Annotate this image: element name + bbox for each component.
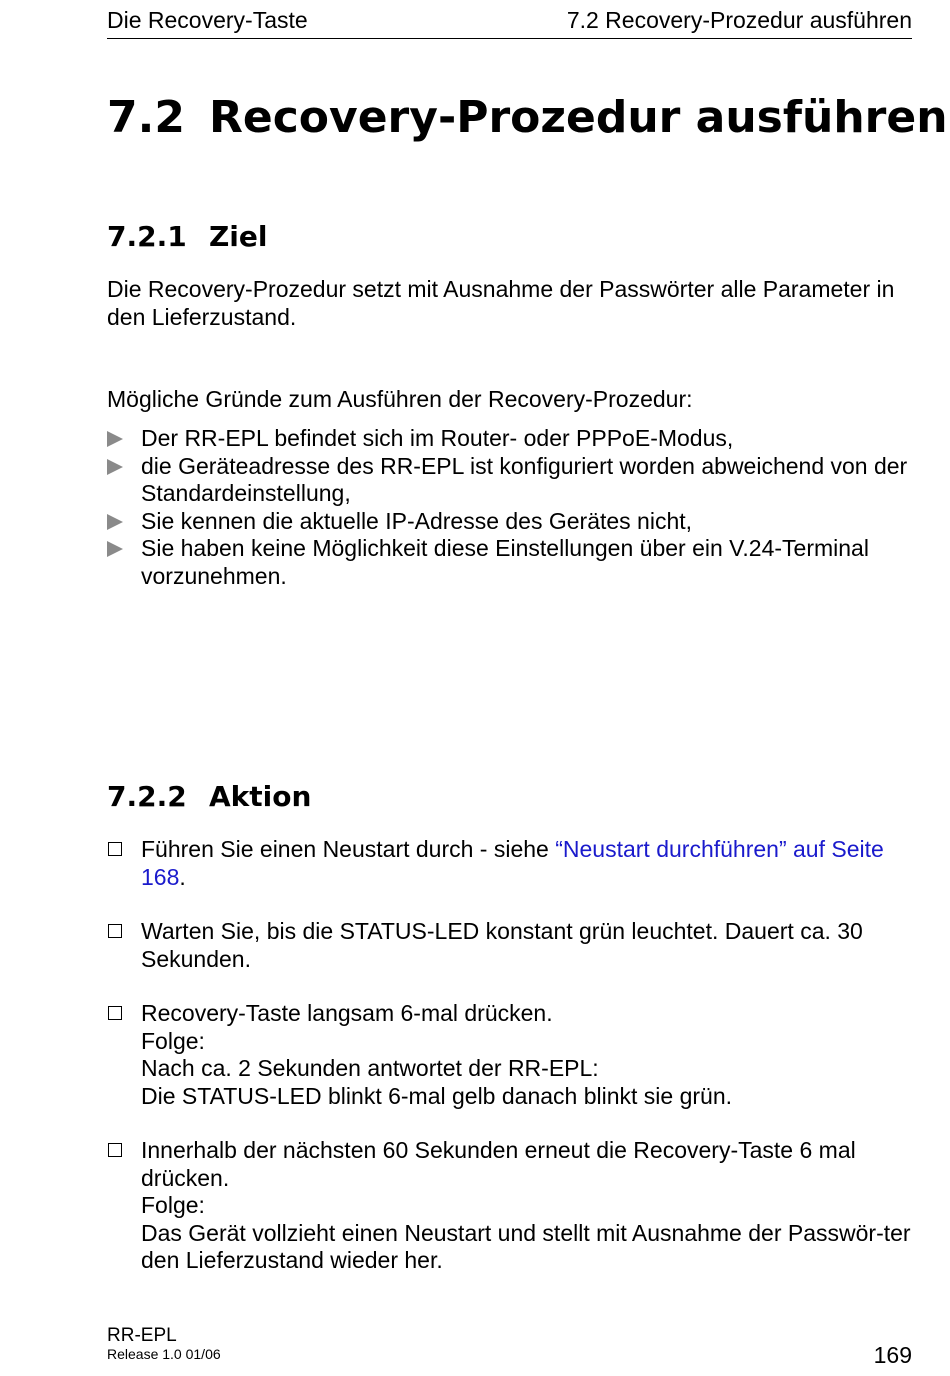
subsection-heading-aktion [107, 780, 311, 814]
page-number: 169 [873, 1342, 912, 1368]
reasons-list [107, 425, 917, 590]
step-text: Die STATUS-LED blinkt 6-mal gelb danach blinkt sie grün. [141, 1082, 733, 1109]
reasons-title: Mögliche Gründe zum Ausführen der Recovery-Prozedur: [107, 386, 693, 412]
footer-release: Release 1.0 01/06 [107, 1346, 221, 1362]
triangle-bullet-icon [107, 431, 123, 447]
action-step [107, 918, 917, 973]
section-title-text: Recovery-Prozedur ausführen [209, 92, 948, 143]
cross-reference-link[interactable]: “Neustart durchführen” auf Seite 168 [141, 836, 884, 890]
checkbox-square-icon [108, 842, 122, 856]
subsection-title: Aktion [209, 780, 312, 813]
step-text: Warten Sie, bis die STATUS-LED konstant grün leuchtet. Dauert ca. 30 Sekunden. [141, 918, 863, 972]
intro-paragraph: Die Recovery-Prozedur setzt mit Ausnahme der Passwörter alle Parameter in den Lieferzustand. [107, 276, 895, 330]
subsection-number: 7.2.1 [107, 220, 187, 253]
action-step [107, 1137, 917, 1275]
action-step [107, 836, 917, 891]
triangle-bullet-icon [107, 459, 123, 475]
step-text: . [179, 863, 186, 890]
list-item [107, 425, 917, 453]
step-text: Führen Sie einen Neustart durch - siehe [141, 836, 556, 862]
header-section: 7.2 Recovery-Prozedur ausführen [566, 7, 912, 33]
step-text: Folge: [141, 1192, 205, 1218]
section-title-number: 7.2 [107, 92, 185, 143]
step-text: Das Gerät vollzieht einen Neustart und stellt mit Ausnahme der Passwör-ter den Lieferzustand wieder her. [141, 1219, 911, 1273]
list-item [107, 535, 917, 590]
step-text: Recovery-Taste langsam 6-mal drücken. [141, 1000, 553, 1026]
triangle-bullet-icon [107, 514, 123, 530]
list-item-text: Der RR-EPL befindet sich im Router- oder PPPoE-Modus, [141, 425, 734, 451]
list-item [107, 453, 917, 508]
step-text: Innerhalb der nächsten 60 Sekunden erneut die Recovery-Taste 6 mal drücken. [141, 1137, 856, 1191]
section-title [107, 92, 948, 144]
footer [107, 1326, 221, 1362]
checkbox-square-icon [108, 1143, 122, 1157]
header-chapter: Die Recovery-Taste [107, 7, 308, 33]
list-item-text: Sie haben keine Möglichkeit diese Einstellungen über ein V.24-Terminal vorzunehmen. [141, 535, 869, 589]
step-text: Folge: [141, 1027, 205, 1054]
subsection-title: Ziel [209, 220, 268, 253]
checkbox-square-icon [108, 924, 122, 938]
list-item-text: die Geräteadresse des RR-EPL ist konfiguriert worden abweichend von der Standardeinstellung, [141, 452, 908, 506]
list-item-text: Sie kennen die aktuelle IP-Adresse des Gerätes nicht, [141, 507, 693, 534]
subsection-number: 7.2.2 [107, 780, 187, 813]
running-header [107, 6, 912, 39]
action-step [107, 1000, 917, 1110]
triangle-bullet-icon [107, 541, 123, 557]
subsection-heading-ziel [107, 220, 268, 254]
footer-product: RR-EPL [107, 1325, 177, 1346]
checkbox-square-icon [108, 1006, 122, 1020]
step-text: Nach ca. 2 Sekunden antwortet der RR-EPL: [141, 1055, 599, 1081]
list-item [107, 508, 917, 536]
